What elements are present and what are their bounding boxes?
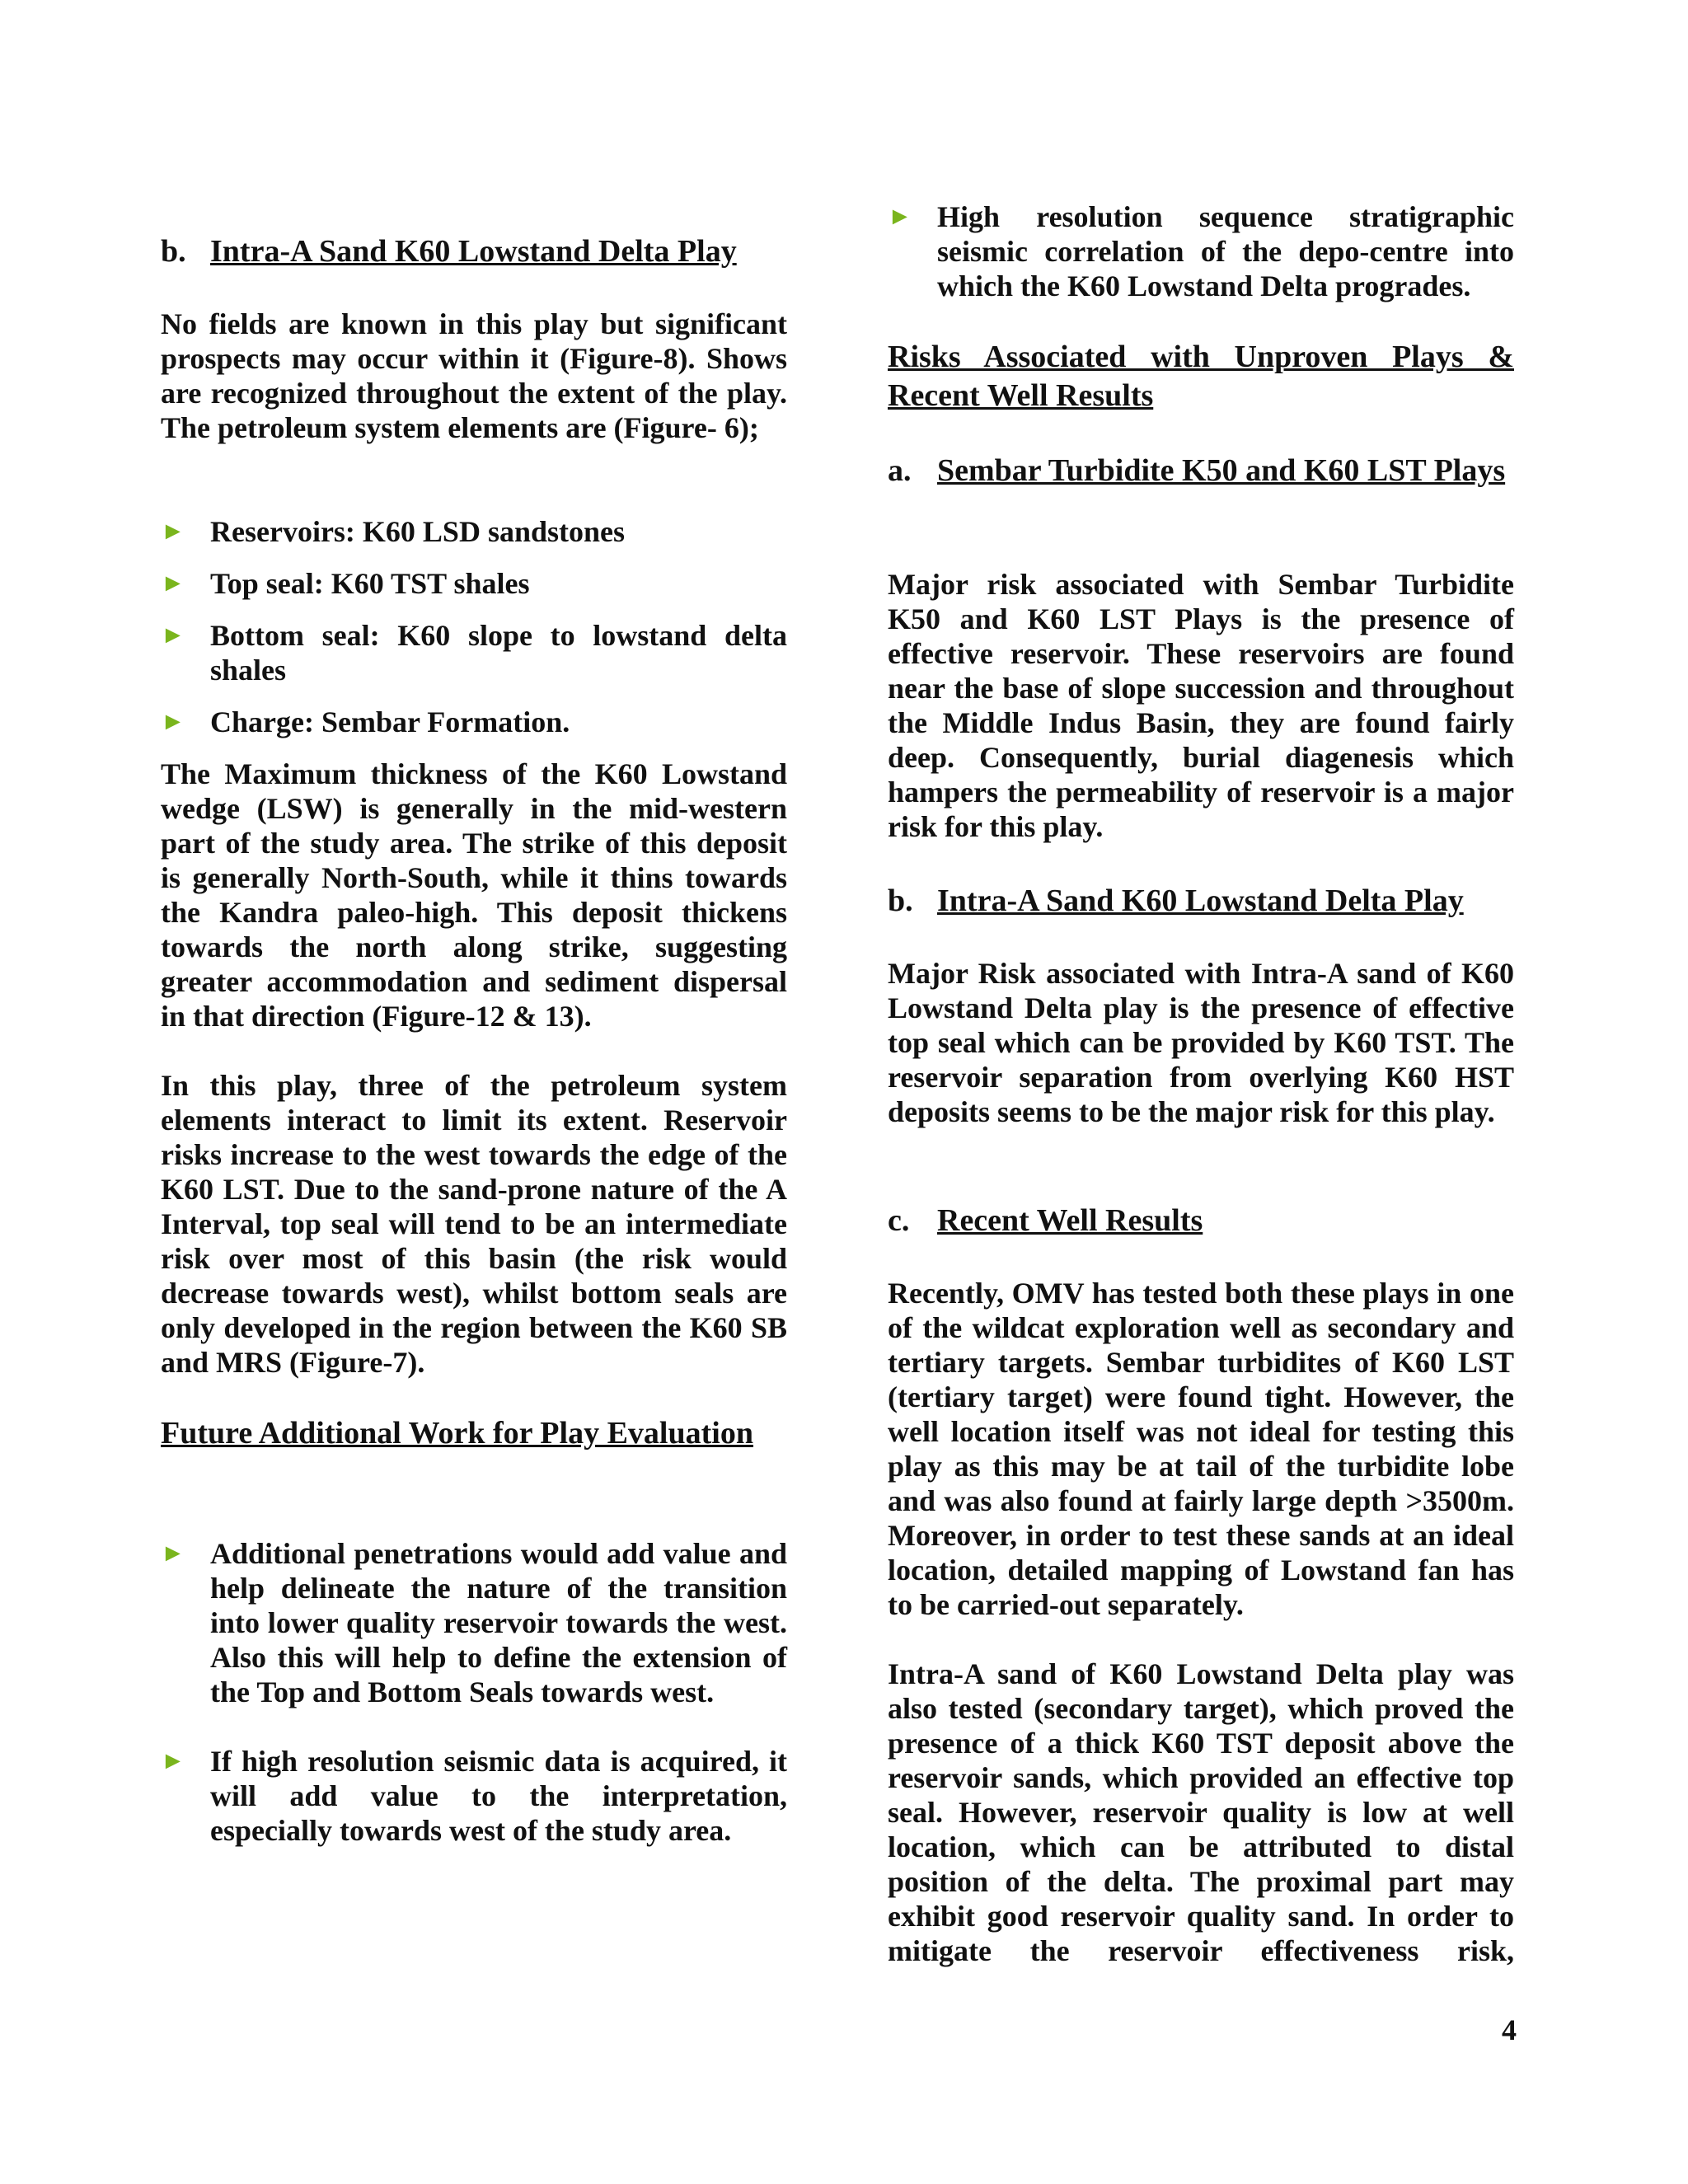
paragraph: In this play, three of the petroleum system elements interact to limit its extent. Reservoir risks increase to the west towards the edge of the K60 LST. Due to the sand-prone nature of the A Interval, top seal will tend to be an intermediate risk over most of this basin (the risk would decrease towards west), whilst bottom seals are only developed in the region between the K60 SB and MRS (Figure-7). [161,1069,787,1379]
heading-text: Intra-A Sand K60 Lowstand Delta Play [210,234,737,269]
section-heading [888,452,1514,490]
list-item-text: Additional penetrations would add value and help delineate the nature of the transition into lower quality reservoir towards the west. Also this will help to define the extension of the Top and Bottom Seals towards west. [210,1537,787,1708]
heading-text: Intra-A Sand K60 Lowstand Delta Play [937,883,1464,918]
list-item-text: If high resolution seismic data is acquired, it will add value to the interpretation, especially towards west of the study area. [210,1745,787,1847]
heading-letter: b. [888,883,913,918]
bullet-list [161,514,787,739]
green-triangle-right-icon: ► [161,708,185,735]
list-item [161,1744,787,1848]
list-item-text: Top seal: K60 TST shales [210,567,530,600]
list-item [161,1536,787,1709]
list-item-text: Charge: Sembar Formation. [210,705,570,738]
green-triangle-right-icon: ► [161,1540,185,1567]
list-item [161,566,787,601]
bullet-list [161,1536,787,1848]
section-heading [888,882,1514,921]
page-number: 4 [1502,2013,1517,2046]
heading-letter: b. [161,234,186,269]
section-heading [161,232,787,271]
paragraph: Major Risk associated with Intra-A sand of K60 Lowstand Delta play is the presence of effective top seal which can be provided by K60 TST. The reservoir separation from overlying K60 HST deposits seems to be the major risk for this play. [888,957,1514,1128]
heading-text: Recent Well Results [937,1203,1203,1238]
heading-letter: c. [888,1203,910,1238]
green-triangle-right-icon: ► [161,569,185,597]
green-triangle-right-icon: ► [888,203,912,230]
section-heading: Risks Associated with Unproven Plays & Recent Well Results [888,340,1514,413]
paragraph: Major risk associated with Sembar Turbidite K50 and K60 LST Plays is the presence of effective reservoir. These reservoirs are found near the base of slope succession and throughout the Middle Indus Basin, they are found fairly deep. Consequently, burial diagenesis which hampers the permeability of reservoir is a major risk for this play. [888,568,1514,843]
section-heading [888,1202,1514,1240]
list-item [888,199,1514,303]
list-item [161,618,787,687]
green-triangle-right-icon: ► [161,1747,185,1774]
list-item-text: Bottom seal: K60 slope to lowstand delta shales [210,619,787,687]
paragraph: No fields are known in this play but significant prospects may occur within it (Figure-8). Shows are recognized throughout the extent of the play. The petroleum system elements are (Figure- 6); [161,307,787,444]
paragraph: Intra-A sand of K60 Lowstand Delta play was also tested (secondary target), which proved the presence of a thick K60 TST deposit above the reservoir sands, which provided an effective top seal. However, reservoir quality is low at well location, which can be attributed to distal position of the delta. The proximal part may exhibit good reservoir quality sand. In order to mitigate the reservoir effectiveness risk, [888,1657,1514,1967]
section-heading: Future Additional Work for Play Evaluation [161,1416,753,1451]
bullet-list [888,199,1514,303]
list-item [161,705,787,739]
paragraph: Recently, OMV has tested both these plays in one of the wildcat exploration well as secondary and tertiary targets. Sembar turbidites of K60 LST (tertiary target) were found tight. However, the well location itself was not ideal for testing this play as this may be at tail of the turbidite lobe and was also found at fairly large depth >3500m. Moreover, in order to test these sands at an ideal location, detailed mapping of Lowstand fan has to be carried-out separately. [888,1277,1514,1621]
heading-text: Sembar Turbidite K50 and K60 LST Plays [937,453,1506,488]
list-item-text: Reservoirs: K60 LSD sandstones [210,515,626,548]
list-item [161,514,787,549]
list-item-text: High resolution sequence stratigraphic seismic correlation of the depo-centre into which the K60 Lowstand Delta progrades. [937,200,1514,302]
heading-letter: a. [888,453,912,488]
green-triangle-right-icon: ► [161,518,185,545]
paragraph: The Maximum thickness of the K60 Lowstand wedge (LSW) is generally in the mid-western part of the study area. The strike of this deposit is generally North-South, while it thins towards the Kandra paleo-high. This deposit thickens towards the north along strike, suggesting greater accommodation and sediment dispersal in that direction (Figure-12 & 13). [161,757,787,1033]
green-triangle-right-icon: ► [161,621,185,649]
